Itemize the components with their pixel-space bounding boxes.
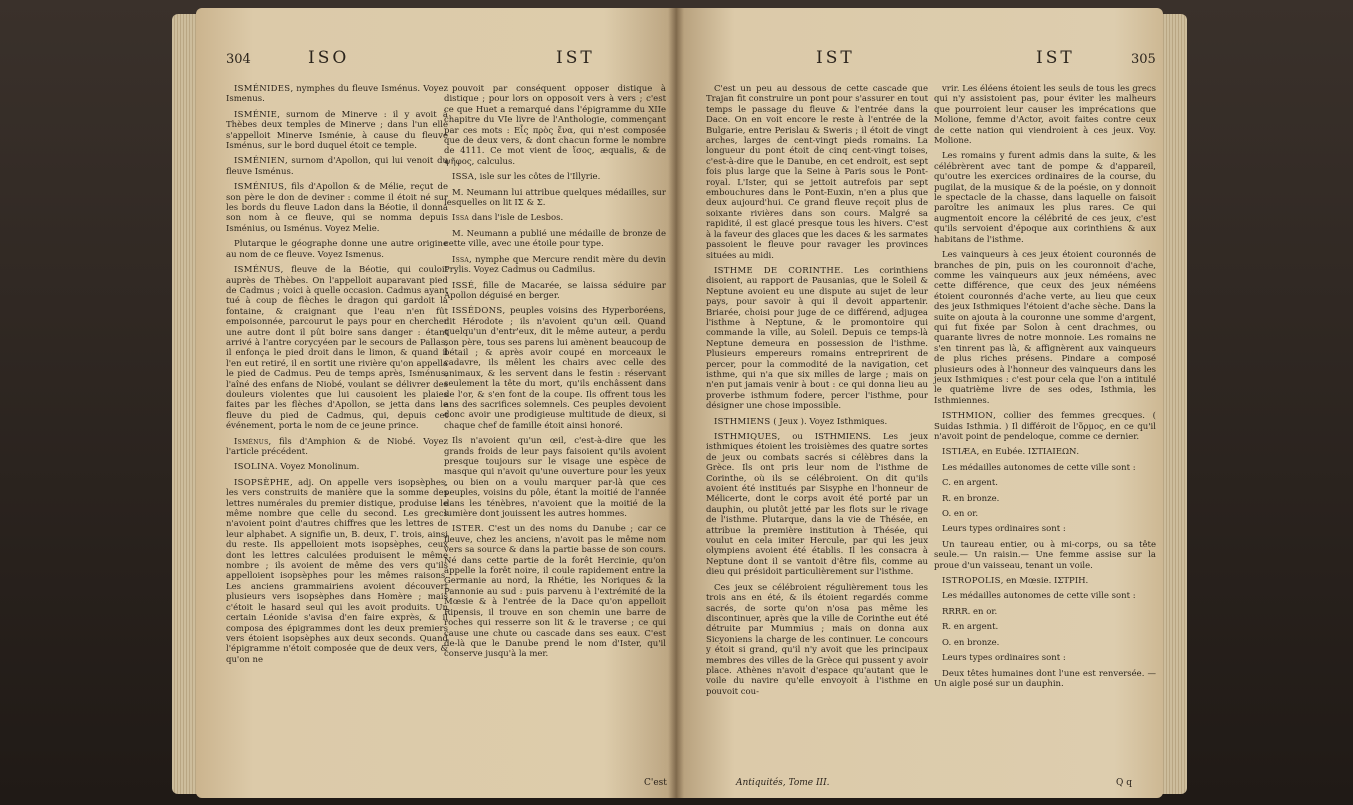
entry-text: C. en argent. bbox=[942, 478, 999, 489]
entry-paragraph bbox=[934, 591, 1156, 601]
entry-paragraph bbox=[226, 265, 448, 432]
entry-headword: ISTHMION bbox=[942, 411, 994, 422]
entry-paragraph bbox=[934, 607, 1156, 617]
entry-paragraph bbox=[934, 478, 1156, 488]
entry-paragraph bbox=[934, 638, 1156, 648]
entry-headword: Issa bbox=[452, 213, 470, 224]
page-edges-right bbox=[1161, 14, 1187, 794]
entry-paragraph bbox=[934, 84, 1156, 146]
entry-headword: ISTROPOLIS bbox=[942, 576, 1001, 587]
entry-paragraph bbox=[226, 437, 448, 458]
entry-paragraph bbox=[444, 213, 666, 223]
entry-text: Les romains y furent admis dans la suite, & les célébrèrent avec tant de pompe & d'appareil, qu'outre les exercices ordinaires de la course, du pugilat, de la musique & de la poésie, on y donnoit le spectacle de la chasse, dans laquelle on faisoit paroître les animaux les plus rares. Ce qui augmentoit encore la célébrité de ces jeux, c'est qu'ils servoient d'époque aux corinthiens & aux habitans de l'isthme. bbox=[934, 151, 1156, 245]
entry-text: Ils n'avoient qu'un œil, c'est-à-dire que les grands froids de leur pays faisoient qu'ils avoient presque toujours sur le visage une espèce de masque qui n'avoit qu'une ouverture pour les yeux ; ou bien on a voulu marquer par-là que ces peuples, voisins du pôle, étant la moitié de l'année dans les ténèbres, n'avoient que la moitié de la lumière dont jouissent les autres hommes. bbox=[444, 436, 666, 520]
entry-paragraph bbox=[226, 110, 448, 152]
page-edges-left bbox=[172, 14, 198, 794]
entry-paragraph bbox=[706, 417, 928, 427]
entry-paragraph bbox=[444, 281, 666, 302]
entry-paragraph bbox=[226, 478, 448, 665]
entry-paragraph bbox=[706, 84, 928, 261]
entry-paragraph bbox=[444, 436, 666, 519]
entry-text: C'est un peu au dessous de cette cascade que Trajan fit construire un pont pour s'assurer en tout temps le passage du fleuve & l'entrée dans la Dace. On en voit encore le reste à l'entrée de la Bulgarie, entre Perislau & Sweris ; il étoit de vingt arches, larges de cent-vingt pieds romains. La longueur du pont étoit de cinq cent-vingt toises, c'est-à-dire que le Danube, en cet endroit, est sept fois plus large que la Seine à Paris sous le Pont-royal. L'Ister, qui se jettoit autrefois par sept embouchures dans le Pont-Euxin, n'en a plus que deux aujourd'hui. Ce grand fleuve reçoit plus de soixante rivières dans son cours. Malgré sa rapidité, il est glacé presque tous les hivers. C'est à la faveur des glaces que les daces & les sarmates passoient le fleuve pour ravager les provinces situées au midi. bbox=[706, 84, 928, 261]
entry-text: , adj. On appelle vers isopsèphes, les vers construits de manière que la somme des lettres numérales du premier distique, produise le même nombre que celle du second. Les grecs n'avoient point d'autres chiffres que les lettres de leur alphabet. A signifie un, B. deux, Γ. trois, ainsi du reste. Ils appelloient mots isopsèphes, ceux dont les lettres calculées produisent le même nombre ; ils avoient de même des vers qu'ils appelloient isopsèphes pour les mêmes raisons. Les anciens grammairiens avoient découvert plusieurs vers isopsèphes dans Homère ; mais c'étoit le hasard seul qui les avoit produits. Un certain Léonide s'avisa d'en faire exprès, & il composa des épigrammes dont les deux premiers vers étoient isopsèphes aux deux seconds. Quand l'épigramme n'étoit composée que de deux vers, & qu'on ne bbox=[226, 477, 448, 665]
entry-text: , fille de Macarée, se laissa séduire par Apollon déguisé en berger. bbox=[444, 280, 666, 301]
entry-paragraph bbox=[226, 462, 448, 472]
entry-text: Les médailles autonomes de cette ville sont : bbox=[942, 591, 1136, 602]
entry-paragraph bbox=[226, 84, 448, 105]
entry-text: , isle sur les côtes de l'Illyrie. bbox=[474, 172, 601, 183]
entry-text: dans l'isle de Lesbos. bbox=[469, 213, 564, 224]
entry-paragraph bbox=[444, 84, 666, 167]
entry-headword: ISMÉNUS bbox=[234, 265, 281, 276]
entry-paragraph bbox=[934, 509, 1156, 519]
entry-paragraph bbox=[444, 306, 666, 431]
entry-text: Ces jeux se célébroient régulièrement tous les trois ans en été, & ils étoient regardés comme sacrés, de sorte qu'on n'osa pas même les discontinuer, après que la ville de Corinthe eut été détruite par Mummius ; mais on donna aux Sicyoniens la charge de les continuer. Le concours y étoit si grand, qu'il n'y avoit que les principaux membres des villes de la Grèce qui pussent y avoir place. Athènes n'avoit d'espace qu'autant que le voile du navire qu'elle envoyoit à l'isthme en pouvoit cou- bbox=[706, 582, 928, 697]
entry-text: vrir. Les éléens étoient les seuls de tous les grecs qui n'y assistoient pas, pour éviter les malheurs que pourroient leur causer les imprécations que Molione, femme d'Actor, avoit faites contre ceux de cette nation qui viendroient à ces jeux. Voy. Molione. bbox=[934, 84, 1156, 147]
entry-text: , fleuve de la Béotie, qui couloit auprès de Thèbes. On l'appelloit auparavant pied de Cadmus ; voici à quelle occasion. Cadmus ayant tué à coup de flèches le dragon qui gardoit la fontaine, & craignant que l'eau n'en fût empoisonnée, parcourut le pays pour en chercher une autre dont il pût boire sans danger : étant arrivé à l'antre corycyéen par le secours de Pallas, il enfonça le pied droit dans le limon, & quand il l'en eut retiré, il en sortit une rivière qu'on appella le pied de Cadmus. Peu de temps après, Isménus, l'aîné des enfans de Niobé, voulant se délivrer des douleurs violentes que lui causoient les plaies faites par les flèches d'Apollon, se jetta dans le fleuve du pied de Cadmus, qui, depuis cet événement, porta le nom de ce jeune prince. bbox=[226, 265, 448, 432]
left-page bbox=[196, 8, 676, 798]
entry-paragraph bbox=[226, 239, 448, 260]
entry-headword: ISMÉNIE bbox=[234, 109, 278, 120]
entry-paragraph bbox=[444, 229, 666, 250]
entry-paragraph bbox=[934, 494, 1156, 504]
entry-paragraph bbox=[444, 188, 666, 209]
entry-paragraph bbox=[934, 540, 1156, 571]
entry-text: M. Neumann lui attribue quelques médailles, sur lesquelles on lit IΣ & Σ. bbox=[444, 187, 666, 209]
entry-text: , collier des femmes grecques. ( Suidas Isthmia. ) Il différoit de l'ὅρμος, en ce qu'il n'avoit point de pendeloque, comme ce dernier. bbox=[934, 411, 1156, 442]
entry-headword: ISTHMIQUES bbox=[714, 432, 778, 442]
entry-text: , nymphes du fleuve Isménus. Voyez Ismenus. bbox=[226, 84, 448, 105]
entry-text: , peuples voisins des Hyperboréens, dit Hérodote ; ils n'avoient qu'un œil. Quand quelqu'un d'entr'eux, dit le même auteur, a perdu son père, tous ses parens lui amènent beaucoup de bétail ; & après avoir coupé en morceaux le cadavre, ils mêlent les chairs avec celle des animaux, & les servent dans le festin : réservant seulement la tête du mort, qu'ils enchâssent dans de l'or, & s'en font de la coupe. Ils offrent tous les ans des sacrifices solemnels. Ces peuples devoient donc avoir une prodigieuse multitude de dieux, si chaque chef de famille étoit ainsi honoré. bbox=[444, 306, 666, 431]
entry-paragraph bbox=[444, 524, 666, 659]
entry-text: pouvoit par conséquent opposer distique à distique ; pour lors on opposoit vers à vers ; c'est ce que Huet a remarqué dans l'épigramme du XIIe chapitre du VIe livre de l'Anthologie, commençant par ces mots : Εἷς πρὸς ἕνα, qui n'est composée que de deux vers, & dont chacun forme le nombre de 4111. Ce mot vient de ἴσος, æqualis, & de ψῆφος, calculus. bbox=[444, 84, 666, 167]
entry-text: . Les corinthiens disoient, au rapport de Pausanias, que le Soleil & Neptune avoient eu une dispute au sujet de leur pays, pour savoir à qui il devoit appartenir. Briarée, choisi pour juge de ce différend, adjugea l'isthme à Neptune, & le promontoire qui commande la ville, au Soleil. Depuis ce temps-là Neptune demeura en possession de l'isthme. Plusieurs empereurs romains entreprirent de percer, pour la commodité de la navigation, cet isthme, qui n'a que six milles de large ; mais on n'en put jamais venir à bout : ce qui donna lieu au proverbe isthmum fodere, percer l'isthme, pour désigner une chose impossible. bbox=[706, 265, 928, 412]
entry-text: O. en bronze. bbox=[942, 637, 1000, 648]
column-right-1 bbox=[706, 84, 928, 702]
running-head-left bbox=[226, 48, 666, 74]
entry-headword: ISTIÆA bbox=[942, 447, 977, 458]
entry-paragraph bbox=[934, 463, 1156, 473]
page-number: 304 bbox=[226, 52, 251, 67]
entry-headword: ISSÉ bbox=[452, 280, 475, 291]
entry-paragraph bbox=[934, 653, 1156, 663]
entry-headword: ISMÉNIUS bbox=[234, 182, 285, 193]
entry-text: , surnom de Minerve : il y avoit à Thèbes deux temples de Minerve ; dans l'un elle s'appelloit Minerve Isménie, à cause du fleuve Isménus, sur le bord duquel étoit ce temple. bbox=[226, 109, 448, 152]
entry-headword: ISMÉNIDES bbox=[234, 84, 291, 94]
entry-paragraph bbox=[444, 255, 666, 276]
entry-text: Les vainqueurs à ces jeux étoient couronnés de branches de pin, puis on les couronnoit d'ache, comme les vainqueurs aux jeux néméens, avec cette différence, que ceux des jeux néméens étoient couronnés d'ache verte, au lieu que ceux des jeux Isthmiques l'étoient d'ache sèche. Dans la suite on ajouta à la couronne une somme d'argent, qui fut fixée par Solon à cent drachmes, ou quarante livres de notre monnoie. Les romains ne s'en tinrent pas là, & affignèrent aux vainqueurs de plus riches présens. Pindare a composé plusieurs odes à l'honneur des vainqueurs dans les jeux Isthmiques : c'est pour cela que l'on a intitulé le quatrième livre de ses odes, Isthmia, les Isthmiennes. bbox=[934, 250, 1156, 406]
entry-paragraph bbox=[934, 411, 1156, 442]
entry-paragraph bbox=[934, 576, 1156, 586]
entry-text: , fils d'Amphion & de Niobé. Voyez l'article précédent. bbox=[226, 436, 448, 457]
right-page bbox=[676, 8, 1163, 798]
entry-headword: ISTER bbox=[452, 524, 481, 535]
entry-text: Leurs types ordinaires sont : bbox=[942, 524, 1066, 535]
entry-paragraph bbox=[934, 447, 1156, 457]
entry-text: , fils d'Apollon & de Mélie, reçut de son père le don de deviner : comme il étoit né sur les bords du fleuve Ladon dans la Béotie, il donna son nom à ce fleuve, qui se nomma depuis Isménius, ou Isménus. Voyez Melie. bbox=[226, 182, 448, 234]
entry-text: Les médailles autonomes de cette ville sont : bbox=[942, 462, 1136, 473]
signature-line: Antiquités, Tome III. bbox=[736, 778, 830, 788]
entry-headword: ISOLINA bbox=[234, 462, 275, 473]
running-head-word: ISO bbox=[308, 48, 350, 68]
entry-text: . C'est un des noms du Danube ; car ce fleuve, chez les anciens, n'avoit pas le même nom vers sa source & dans la partie basse de son cours. Né dans cette partie de la forêt Hercinie, qu'on appelle la forêt noire, il coule rapidement entre la Germanie au nord, la Rhétie, les Noriques & la Pannonie au sud : puis parvenu à l'extrémité de la Mœsie & à l'entrée de la Dace qu'on appelloit Ripensis, il trouve en son chemin une barre de roches qui resserre son lit & le traverse ; ce qui cause une chute ou cascade dans ses eaux. C'est de-là que le Danube prend le nom d'Ister, qu'il conserve jusqu'à la mer. bbox=[444, 524, 666, 660]
entry-paragraph bbox=[706, 432, 928, 578]
entry-text: , nymphe que Mercure rendit mère du devin Prylis. Voyez Cadmus ou Cadmilus. bbox=[444, 254, 666, 276]
entry-paragraph bbox=[706, 266, 928, 412]
entry-headword: Issa bbox=[452, 254, 470, 265]
column-left-1 bbox=[226, 84, 448, 670]
entry-text: RRRR. en or. bbox=[942, 606, 998, 617]
entry-headword: ISSA bbox=[452, 172, 475, 183]
catchword: C'est bbox=[644, 778, 667, 788]
entry-headword: ISMÉNIEN bbox=[234, 156, 285, 167]
gutter-shadow bbox=[668, 8, 684, 798]
entry-text: Un taureau entier, ou à mi-corps, ou sa tête seule.— Un raisin.— Une femme assise sur la proue d'un vaisseau, tenant un voile. bbox=[934, 539, 1156, 571]
entry-paragraph bbox=[934, 151, 1156, 245]
entry-text: Leurs types ordinaires sont : bbox=[942, 653, 1066, 664]
entry-paragraph bbox=[706, 583, 928, 697]
entry-text: ( Jeux ). Voyez Isthmiques. bbox=[770, 416, 888, 427]
entry-text: M. Neumann a publié une médaille de bronze de cette ville, avec une étoile pour type. bbox=[444, 228, 666, 250]
entry-headword: Isménus bbox=[234, 436, 269, 447]
entry-paragraph bbox=[226, 182, 448, 234]
page-number: 305 bbox=[1131, 52, 1156, 67]
entry-paragraph bbox=[934, 250, 1156, 406]
entry-paragraph bbox=[934, 669, 1156, 690]
entry-text: , en Mœsie. ΙΣΤΡΙΗ. bbox=[1000, 576, 1089, 587]
entry-headword: ISTHME DE CORINTHE bbox=[714, 265, 841, 276]
entry-paragraph bbox=[934, 524, 1156, 534]
entry-paragraph bbox=[934, 622, 1156, 632]
running-head-word: IST bbox=[556, 48, 595, 68]
entry-headword: ISOPSÈPHE bbox=[234, 477, 290, 488]
entry-headword: ISTHMIENS bbox=[714, 416, 771, 427]
entry-text: , ou ISTHMIENS. Les jeux isthmiques étoient les troisièmes des quatre sortes de jeux ou combats sacrés si célèbres dans la Grèce. Ils ont pris leur nom de l'isthme de Corinthe, où ils se célébroient. On dit qu'ils avoient été institués par Sisyphe en l'honneur de Mélicerte, dont le corps avoit été porté par un dauphin, ou plutôt jetté par les flots sur le rivage de l'isthme. Plutarque, dans la vie de Thésée, en attribue la première institution à Thésée, qui voulut en cela imiter Hercule, par qui les jeux olympiens avoient été établis. Il les consacra à Neptune dont il se vantoit d'être fils, comme au dieu qui présidoit particulièrement sur l'isthme. bbox=[706, 432, 928, 578]
running-head-word: IST bbox=[1036, 48, 1075, 68]
entry-text: . Voyez Monolinum. bbox=[274, 462, 360, 473]
entry-text: O. en or. bbox=[942, 509, 979, 520]
entry-text: R. en bronze. bbox=[942, 493, 1000, 504]
column-left-2 bbox=[444, 84, 666, 665]
catchword: Q q bbox=[1116, 778, 1133, 788]
entry-paragraph bbox=[226, 156, 448, 177]
entry-text: Deux têtes humaines dont l'une est renversée. — Un aigle posé sur un dauphin. bbox=[934, 668, 1156, 689]
running-head-word: IST bbox=[816, 48, 855, 68]
entry-text: R. en argent. bbox=[942, 622, 999, 633]
entry-text: , surnom d'Apollon, qui lui venoit du fleuve Isménus. bbox=[226, 156, 448, 177]
column-right-2 bbox=[934, 84, 1156, 694]
entry-headword: ISSÉDONS bbox=[452, 306, 503, 317]
entry-text: Plutarque le géographe donne une autre origine au nom de ce fleuve. Voyez Ismenus. bbox=[226, 239, 448, 260]
entry-text: , en Eubée. ΙΣΤΙΑΙΕΩΝ. bbox=[976, 447, 1080, 458]
entry-paragraph bbox=[444, 172, 666, 182]
running-head-right bbox=[696, 48, 1156, 74]
